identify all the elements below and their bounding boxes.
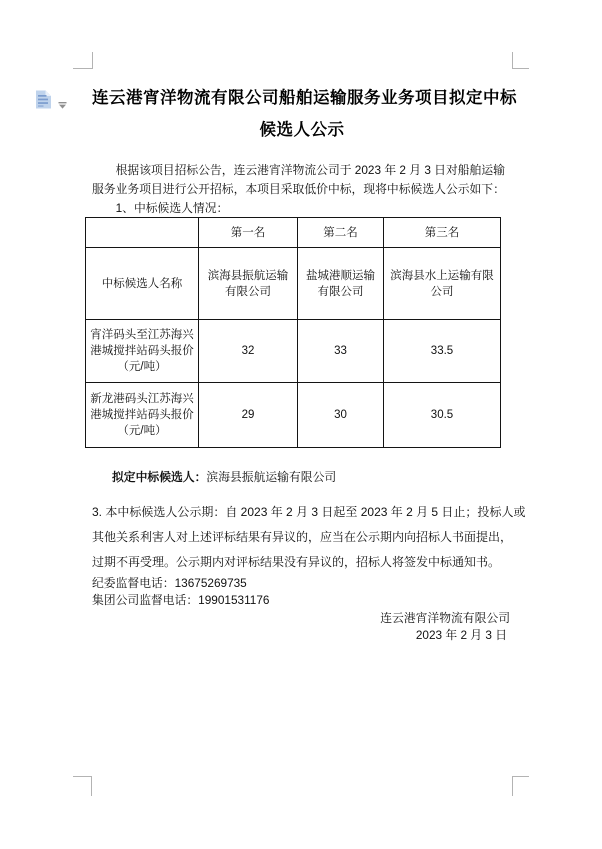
table-row-quote-xinlonggang	[86, 383, 501, 448]
candidate-name-1: 滨海县振航运输有限公司	[199, 248, 298, 320]
header-cell-third: 第三名	[384, 218, 501, 248]
chevron-down-icon[interactable]	[58, 96, 67, 114]
header-cell-first: 第一名	[199, 218, 298, 248]
quote-xinlonggang-3: 30.5	[384, 383, 501, 448]
quote-xiaoyang-3: 33.5	[384, 320, 501, 383]
margin-crop-mark-top-right	[512, 52, 529, 69]
document-body	[90, 68, 526, 643]
page-title	[92, 82, 517, 146]
intro-line-2: 服务业务项目进行公开招标，本项目采取低价中标，现将中标候选人公示如下：	[92, 182, 505, 196]
candidates-list-heading: 1、中标候选人情况：	[115, 201, 229, 215]
paste-options-button[interactable]	[35, 90, 67, 114]
quote-xiaoyang-1: 32	[199, 320, 298, 383]
margin-crop-mark-bottom-right	[512, 776, 529, 796]
margin-crop-mark-top-left	[73, 52, 93, 69]
quote-xinlonggang-2: 30	[298, 383, 384, 448]
discipline-phone-line: 纪委监督电话：13675269735	[92, 576, 247, 590]
header-cell-empty	[86, 218, 199, 248]
table-row-quote-xiaoyang	[86, 320, 501, 383]
proposed-winner-label: 拟定中标候选人：	[112, 470, 207, 484]
group-phone-line: 集团公司监督电话：19901531176	[92, 592, 270, 607]
intro-line-1: 根据该项目招标公告，连云港宵洋物流公司于 2023 年 2 月 3 日对船舶运输	[115, 163, 505, 177]
row-label-quote-xiaoyang: 宵洋码头至江苏海兴港城搅拌站码头报价（元/吨）	[86, 320, 199, 383]
proposed-winner-line	[92, 468, 512, 487]
notice-line-2: 其他关系利害人对上述评标结果有异议的，应当在公示期内向招标人书面提出，	[92, 530, 513, 544]
notice-line-3: 过期不再受理。公示期内对评标结果没有异议的，招标人将签发中标通知书。	[92, 555, 501, 569]
row-label-quote-xinlonggang: 新龙港码头江苏海兴港城搅拌站码头报价（元/吨）	[86, 383, 199, 448]
paste-options-document-icon[interactable]	[35, 90, 52, 114]
candidate-name-3: 滨海县水上运输有限公司	[384, 248, 501, 320]
quote-xiaoyang-2: 33	[298, 320, 384, 383]
header-cell-second: 第二名	[298, 218, 384, 248]
quote-xinlonggang-1: 29	[199, 383, 298, 448]
title-line-1: 连云港宵洋物流有限公司船舶运输服务业务项目拟定中标	[92, 89, 517, 107]
supervision-contacts	[92, 575, 512, 608]
publicity-notice-paragraph	[92, 500, 526, 575]
title-line-2: 候选人公示	[259, 121, 345, 139]
margin-crop-mark-bottom-left	[73, 776, 92, 796]
table-header-row	[86, 218, 501, 248]
intro-paragraph	[92, 161, 512, 199]
signature-date: 2023 年 2 月 3 日	[415, 627, 507, 642]
signature-block	[92, 610, 512, 643]
bid-candidates-table	[85, 217, 501, 448]
notice-line-1: 3. 本中标候选人公示期：自 2023 年 2 月 3 日起至 2023 年 2 月 5 日止；投标人或	[92, 505, 526, 519]
table-row-candidate-names	[86, 248, 501, 320]
signature-company: 连云港宵洋物流有限公司	[380, 611, 510, 625]
candidate-name-2: 盐城港顺运输有限公司	[298, 248, 384, 320]
row-label-candidate-names: 中标候选人名称	[86, 248, 199, 320]
proposed-winner-value: 滨海县振航运输有限公司	[206, 470, 337, 484]
